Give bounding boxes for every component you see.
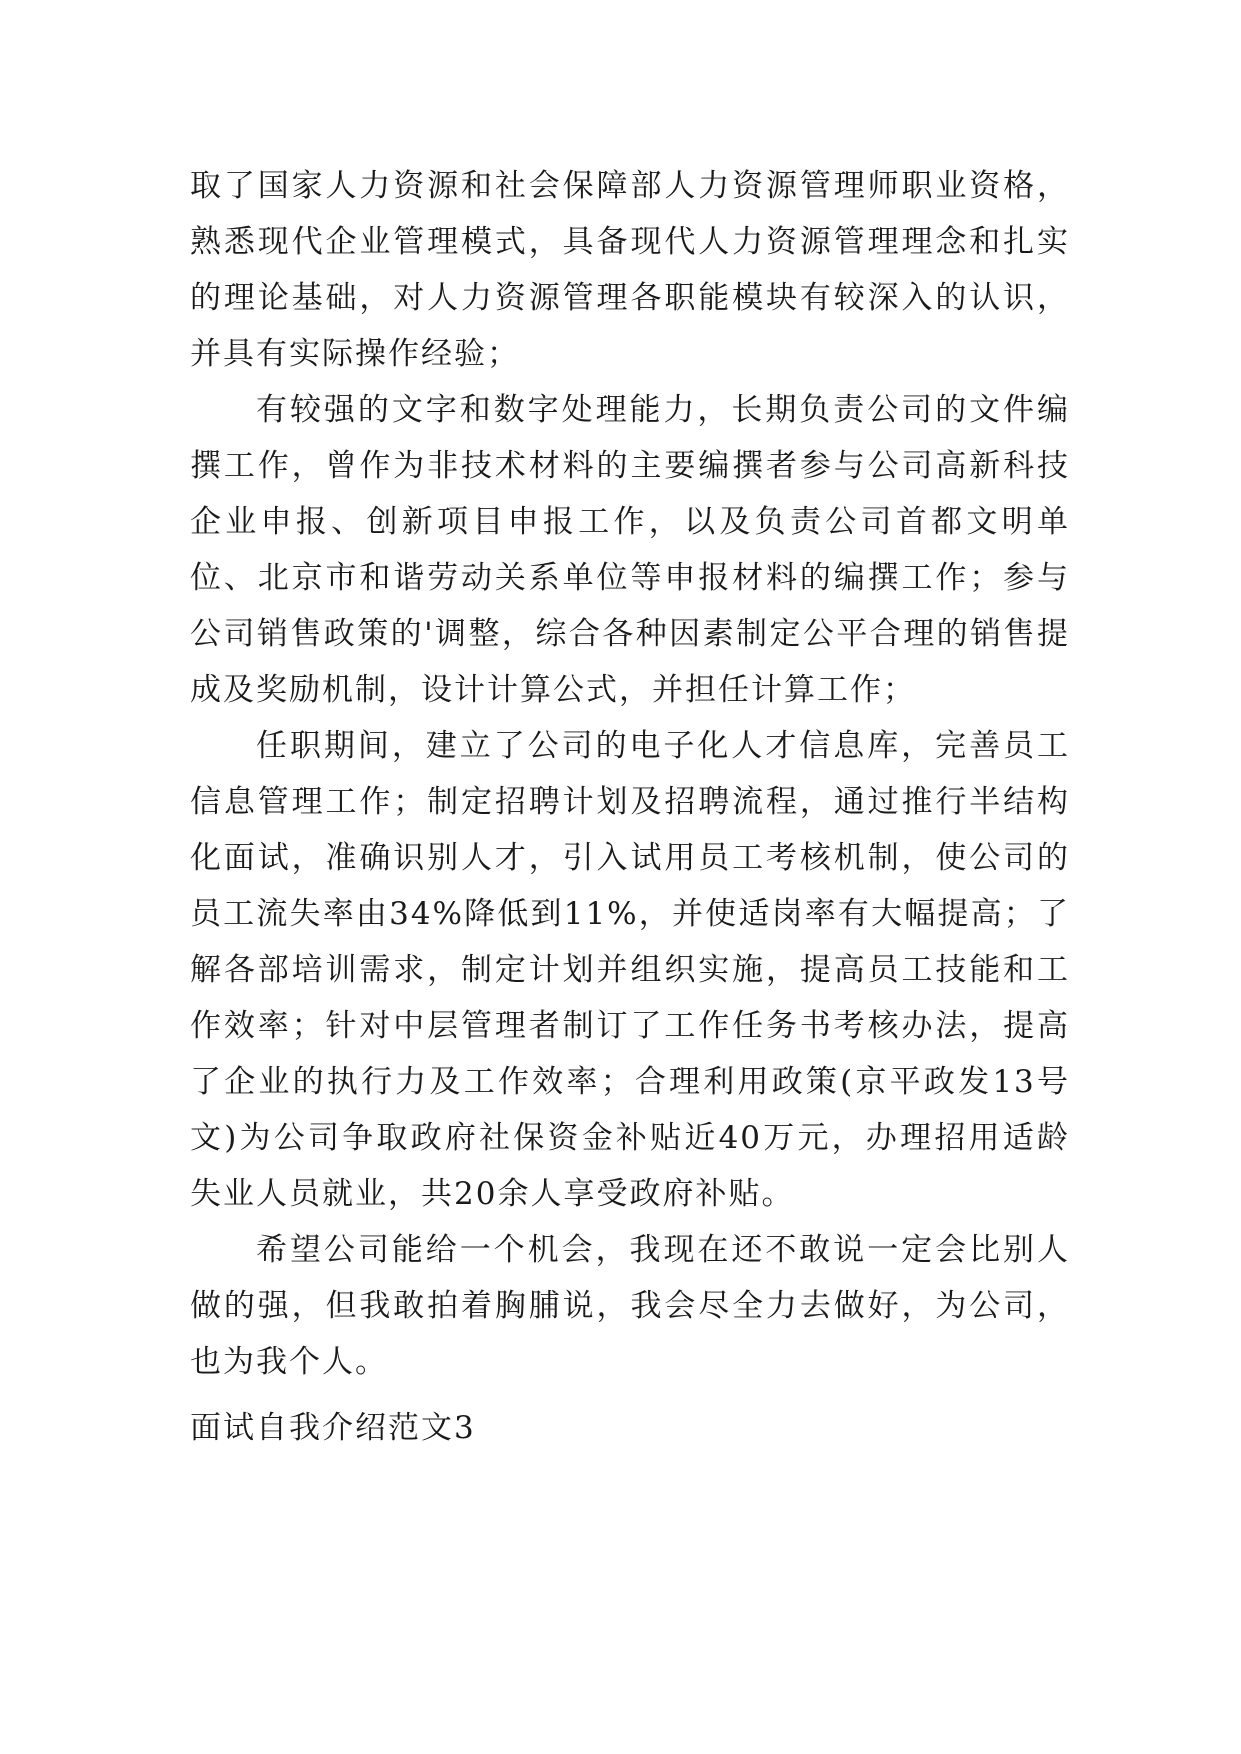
paragraph-3: 任职期间，建立了公司的电子化人才信息库，完善员工信息管理工作；制定招聘计划及招聘流程，通过推行半结构化面试，准确识别人才，引入试用员工考核机制，使公司的员工流失率由34%降低到11%，并使适岗率有大幅提高；了解各部培训需求，制定计划并组织实施，提高员工技能和工作效率；针对中层管理者制订了工作任务书考核办法，提高了企业的执行力及工作效率；合理利用政策(京平政发13号文)为公司争取政府社保资金补贴近40万元，办理招用适龄失业人员就业，共20余人享受政府补贴。 (190, 728, 1070, 1212)
paragraph-4: 希望公司能给一个机会，我现在还不敢说一定会比别人做的强，但我敢拍着胸脯说，我会尽全力去做好，为公司，也为我个人。 (190, 1232, 1070, 1380)
paragraph-2: 有较强的文字和数字处理能力，长期负责公司的文件编撰工作，曾作为非技术材料的主要编撰者参与公司高新科技企业申报、创新项目申报工作，以及负责公司首都文明单位、北京市和谐劳动关系单位等申报材料的编撰工作；参与公司销售政策的'调整，综合各种因素制定公平合理的销售提成及奖励机制，设计计算公式，并担任计算工作； (190, 392, 1070, 708)
section-heading: 面试自我介绍范文3 (190, 1410, 476, 1446)
document-body (190, 158, 1070, 1390)
paragraph-1: 取了国家人力资源和社会保障部人力资源管理师职业资格，熟悉现代企业管理模式，具备现代人力资源管理理念和扎实的理论基础，对人力资源管理各职能模块有较深入的认识，并具有实际操作经验； (190, 168, 1070, 372)
